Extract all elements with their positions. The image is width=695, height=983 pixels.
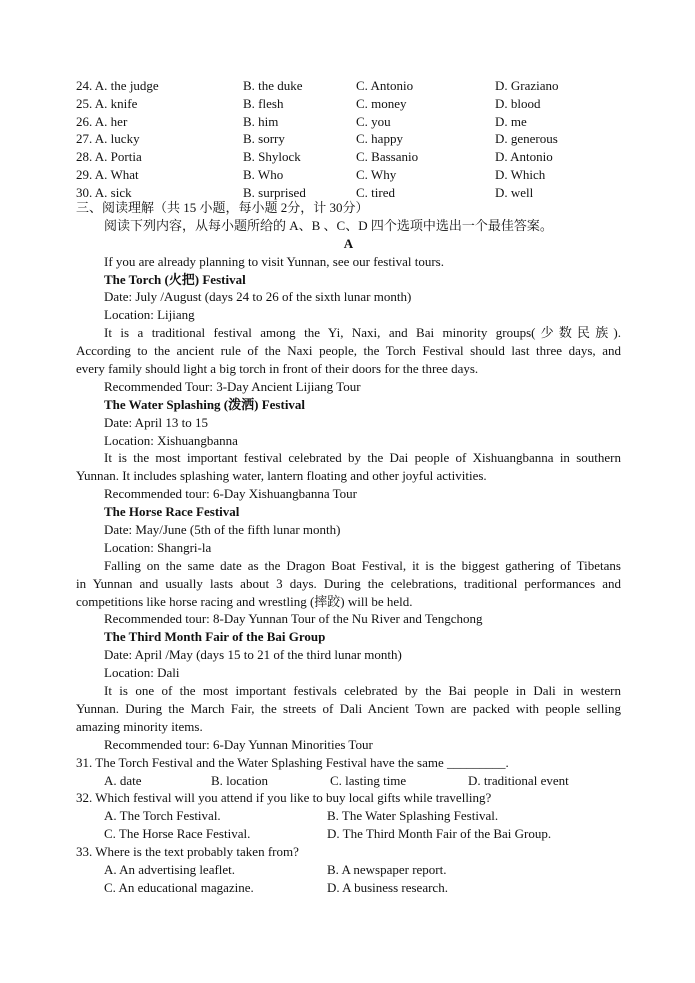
reading-section — [76, 199, 621, 897]
option-a — [76, 95, 137, 113]
question-number: 28. — [76, 149, 93, 165]
option-c: C. An educational magazine. — [104, 879, 254, 895]
question-32-stem: 32. Which festival will you attend if you like to buy local gifts while travelling? — [76, 790, 492, 806]
option-d: D. well — [495, 184, 534, 200]
option-row-29 — [76, 166, 636, 184]
paragraph-line: It is a traditional festival among the Yi, Naxi, and Bai minority groups(少数民族). — [104, 325, 621, 341]
option-c: C. happy — [356, 131, 403, 147]
paragraph-line: competitions like horse racing and wrestling (摔跤) will be held. — [76, 593, 413, 609]
festival-location: Location: Shangri-la — [104, 539, 212, 555]
option-d: D. The Third Month Fair of the Bai Group. — [327, 826, 552, 842]
question-number: 26. — [76, 113, 93, 129]
question-32-options-row1 — [76, 807, 621, 825]
passage-intro: If you are already planning to visit Yunnan, see our festival tours. — [104, 253, 444, 269]
option-c: C. lasting time — [330, 772, 407, 788]
option-d: D. me — [495, 113, 527, 129]
question-33-options-row2 — [76, 879, 621, 897]
option-text: A. Portia — [94, 149, 142, 165]
section-instruction: 阅读下列内容，从每小题所给的 A、B 、C、D 四个选项中选出一个最佳答案。 — [104, 217, 553, 233]
option-d: D. blood — [495, 95, 541, 111]
question-number: 30. — [76, 184, 93, 200]
option-d: D. generous — [495, 131, 558, 147]
option-d: D. Antonio — [495, 149, 553, 165]
paragraph-line: Yunnan. It includes splashing water, lantern floating and other joyful activities. — [76, 468, 487, 484]
question-number: 24. — [76, 78, 93, 93]
recommended-tour: Recommended Tour: 3-Day Ancient Lijiang Tour — [104, 378, 361, 394]
option-row-24 — [76, 77, 636, 95]
question-32-options-row2 — [76, 825, 621, 843]
option-c: C. money — [356, 95, 407, 111]
option-a — [76, 113, 127, 131]
option-b: B. The Water Splashing Festival. — [327, 808, 499, 824]
option-row-26 — [76, 113, 636, 131]
option-a — [76, 148, 142, 166]
festival-date: Date: April /May (days 15 to 21 of the third lunar month) — [104, 647, 402, 663]
festival-title-horse: The Horse Race Festival — [104, 504, 240, 520]
festival-date: Date: July /August (days 24 to 26 of the sixth lunar month) — [104, 289, 412, 305]
festival-location: Location: Xishuangbanna — [104, 432, 238, 448]
option-a: A. date — [104, 772, 142, 788]
paragraph-line: Yunnan. During the March Fair, the streets of Dali Ancient Town are packed with people selling — [76, 700, 621, 716]
paragraph-line: Falling on the same date as the Dragon Boat Festival, it is the biggest gathering of Tibetans — [104, 557, 621, 573]
option-text: A. lucky — [94, 131, 140, 147]
recommended-tour: Recommended tour: 6-Day Xishuangbanna Tour — [104, 486, 358, 502]
question-number: 29. — [76, 166, 93, 182]
option-c: C. The Horse Race Festival. — [104, 826, 251, 842]
option-text: A. What — [94, 166, 139, 182]
question-number: 27. — [76, 131, 93, 147]
option-b: B. the duke — [243, 78, 303, 93]
question-31-options — [76, 772, 621, 790]
option-b: B. Shylock — [243, 149, 301, 165]
question-31-stem: 31. The Torch Festival and the Water Splashing Festival have the same _________. — [76, 754, 509, 770]
paragraph-line: every family should light a big torch in front of their doors for the three days. — [76, 361, 479, 377]
option-b: B. him — [243, 113, 279, 129]
paragraph-line: According to the ancient rule of the Naxi people, the Torch Festival should last three days, and — [76, 343, 621, 359]
section-heading: 三、阅读理解（共 15 小题，每小题 2分，计 30分） — [76, 200, 369, 215]
option-text: A. the judge — [94, 78, 159, 93]
option-b: B. surprised — [243, 184, 306, 200]
paragraph-line: It is one of the most important festivals celebrated by the Bai people in Dali in western — [104, 683, 621, 699]
question-33-options-row1 — [76, 861, 621, 879]
option-b: B. Who — [243, 166, 284, 182]
festival-date: Date: May/June (5th of the fifth lunar month) — [104, 522, 341, 538]
festival-location: Location: Lijiang — [104, 307, 195, 323]
option-b: B. location — [211, 772, 269, 788]
recommended-tour: Recommended tour: 8-Day Yunnan Tour of the Nu River and Tengchong — [104, 611, 483, 627]
option-text: A. sick — [94, 184, 132, 200]
option-b: B. sorry — [243, 131, 285, 147]
option-text: A. knife — [94, 95, 138, 111]
festival-location: Location: Dali — [104, 665, 180, 681]
passage-label: A — [343, 235, 354, 251]
question-number: 25. — [76, 95, 93, 111]
option-d: D. traditional event — [468, 772, 569, 788]
option-a — [76, 77, 159, 95]
option-row-27 — [76, 130, 636, 148]
option-c: C. Antonio — [356, 78, 414, 93]
festival-title-bai: The Third Month Fair of the Bai Group — [104, 629, 326, 645]
option-text: A. her — [94, 113, 128, 129]
option-a — [76, 130, 140, 148]
option-d: D. Which — [495, 166, 546, 182]
option-a: A. An advertising leaflet. — [104, 861, 236, 877]
paragraph-line: amazing minority items. — [76, 718, 203, 734]
paragraph-line: in Yunnan and usually lasts about 3 days. During the celebrations, traditional performances and — [76, 575, 621, 591]
cloze-options — [76, 77, 636, 202]
option-row-25 — [76, 95, 636, 113]
option-a — [76, 166, 139, 184]
option-d: D. A business research. — [327, 879, 448, 895]
option-a: A. The Torch Festival. — [104, 808, 221, 824]
festival-title-water: The Water Splashing (泼洒) Festival — [104, 396, 306, 412]
option-d: D. Graziano — [495, 78, 559, 93]
option-c: C. you — [356, 113, 391, 129]
option-c: C. tired — [356, 184, 395, 200]
option-b: B. A newspaper report. — [327, 861, 447, 877]
recommended-tour: Recommended tour: 6-Day Yunnan Minorities Tour — [104, 736, 373, 752]
festival-title-torch: The Torch (火把) Festival — [104, 271, 246, 287]
option-b: B. flesh — [243, 95, 284, 111]
paragraph-line: It is the most important festival celebrated by the Dai people of Xishuangbanna in southern — [104, 450, 621, 466]
option-c: C. Bassanio — [356, 149, 419, 165]
festival-date: Date: April 13 to 15 — [104, 414, 208, 430]
question-33-stem: 33. Where is the text probably taken from? — [76, 844, 299, 860]
option-c: C. Why — [356, 166, 397, 182]
option-row-28 — [76, 148, 636, 166]
